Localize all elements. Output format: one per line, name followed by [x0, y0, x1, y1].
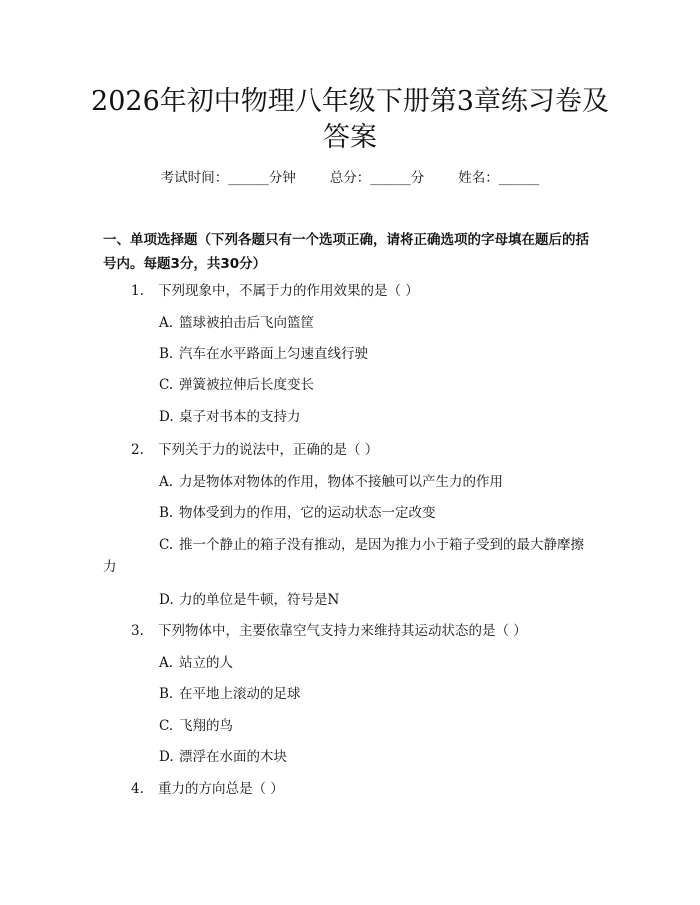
option-text: 汽车在水平路面上匀速直线行驶 [179, 346, 368, 362]
option-label: B. [159, 686, 174, 702]
option-text: 推一个静止的箱子没有推动，是因为推力小于箱子受到的最大静摩擦 [179, 537, 584, 553]
option-label: D. [159, 409, 174, 425]
q2-option-a [159, 472, 503, 492]
option-label: C. [159, 718, 174, 734]
option-text: 漂浮在水面的木块 [179, 749, 287, 765]
question-number: 1. [131, 283, 144, 299]
q1-option-d [159, 407, 301, 427]
option-text: 弹簧被拉伸后长度变长 [179, 377, 314, 393]
q3-option-c [159, 716, 233, 736]
option-text: 物体受到力的作用，它的运动状态一定改变 [179, 505, 436, 521]
question-1 [131, 281, 419, 301]
option-text: 站立的人 [179, 655, 233, 671]
question-text: 下列物体中，主要依靠空气支持力来维持其运动状态的是（ ） [158, 623, 527, 639]
option-text: 飞翔的鸟 [179, 718, 233, 734]
exam-info-line [0, 168, 700, 188]
question-text: 下列现象中，不属于力的作用效果的是（ ） [158, 283, 419, 299]
exam-time-field: 考试时间：______分钟 [160, 170, 296, 186]
option-label: B. [159, 346, 174, 362]
question-text: 下列关于力的说法中，正确的是（ ） [158, 442, 379, 458]
option-label: A. [159, 474, 174, 490]
q3-option-d [159, 747, 287, 767]
q1-option-c [159, 375, 314, 395]
question-2 [131, 440, 378, 460]
q2-option-c-continuation: 力 [103, 559, 117, 575]
option-label: A. [159, 655, 174, 671]
question-text: 重力的方向总是（ ） [158, 781, 284, 797]
question-number: 2. [131, 442, 144, 458]
page-title-line2: 答案 [323, 122, 377, 153]
q3-option-a [159, 653, 233, 673]
option-text: 在平地上滚动的足球 [179, 686, 301, 702]
question-4 [131, 779, 284, 799]
option-label: B. [159, 505, 174, 521]
option-text: 桌子对书本的支持力 [179, 409, 301, 425]
option-label: D. [159, 592, 174, 608]
q1-option-b [159, 344, 368, 364]
question-3 [131, 621, 527, 641]
option-label: A. [159, 315, 174, 331]
q1-option-a [159, 313, 314, 333]
option-label: C. [159, 537, 174, 553]
option-text: 力的单位是牛顿，符号是N [179, 592, 340, 608]
q3-option-b [159, 684, 301, 704]
section-heading-single-choice: 一、单项选择题（下列各题只有一个选项正确，请将正确选项的字母填在题后的括号内。每题3分，共30分） [103, 232, 589, 272]
question-number: 4. [131, 781, 144, 797]
page-title-line1: 2026年初中物理八年级下册第3章练习卷及 [91, 86, 609, 117]
q2-option-c [159, 535, 584, 555]
question-number: 3. [131, 623, 144, 639]
total-score-field: 总分：______分 [329, 170, 425, 186]
option-label: C. [159, 377, 174, 393]
student-name-field: 姓名：______ [458, 170, 540, 186]
q2-option-b [159, 503, 436, 523]
option-label: D. [159, 749, 174, 765]
q2-option-d [159, 590, 339, 610]
option-text: 力是物体对物体的作用，物体不接触可以产生力的作用 [179, 474, 503, 490]
option-text: 篮球被拍击后飞向篮筐 [179, 315, 314, 331]
